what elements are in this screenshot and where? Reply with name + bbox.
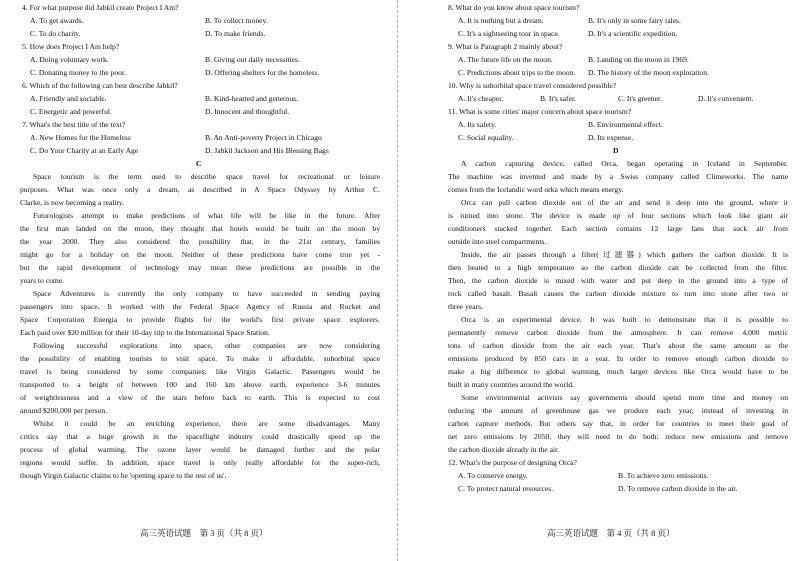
passage-line: Following successful explorations into space, other companies are now considering xyxy=(33,341,380,350)
passage-line: Clarke, is now becoming a reality. xyxy=(20,198,124,207)
passage-line: around $200,000 per person. xyxy=(20,406,108,415)
passage-line: Space tourism is the term used to describe space travel for recreational or leisure xyxy=(33,172,380,181)
passage-line: conditioners stacked together. Each section contains 12 large fans that suck air from xyxy=(448,224,788,233)
right-page xyxy=(397,0,794,561)
option: B. Kind-hearted and generous. xyxy=(205,94,298,103)
passage-line: is turned into stone. The device is made up of four sections which look like giant air xyxy=(448,211,788,220)
option: D. It's convenient. xyxy=(698,94,754,103)
passage-line: passengers into space. It worked with the Federal Space Agency of Russia and Rocket and xyxy=(20,302,380,311)
passage-line: the year 2000. They also considered the possibility that, in the 21st century, families xyxy=(20,237,380,246)
option: C. It's greener. xyxy=(618,94,662,103)
option: D. Offering shelters for the homeless. xyxy=(205,68,320,77)
option: A. To get awards. xyxy=(30,16,84,25)
passage-line: of weightlessness and a view of the stars before back to earth. This is expected to cost xyxy=(20,393,380,402)
page-footer: 高三英语试题 第 3 页（共 8 页） xyxy=(140,528,268,538)
question-6: 6. Which of the following can best describe Jabkil? xyxy=(22,81,178,90)
option: C. Predictions about trips to the moon. xyxy=(458,68,576,77)
option: B. Environmental effect. xyxy=(588,120,663,129)
passage-line: but the rapid development of technology may mean these predictions are possible in the xyxy=(20,263,380,272)
option: C. Donating money to the poor. xyxy=(30,68,126,77)
passage-line: though Virgin Galactic claims to be 'opening space to the rest of us'. xyxy=(20,471,227,480)
passage-line: Each paid over $20 million for their 10-day trip to the International Space Station. xyxy=(20,328,270,337)
passage-line: built in many countries around the world. xyxy=(448,380,574,389)
question-11: 11. What is some cities' major concern about space tourism? xyxy=(448,107,632,116)
option: A. To conserve energy. xyxy=(458,471,528,480)
passage-line: A carbon capturing device, called Orca, began operating in Iceland in September. xyxy=(461,159,788,168)
passage-line: process of global warming. The ozone layer would be damaged further and the polar xyxy=(20,445,380,454)
passage-line: regions would suffer. In addition, space travel is only really affordable for the super-rich, xyxy=(20,458,380,467)
passage-line: Some environmental activists say governments should spend more time and money on xyxy=(461,393,788,402)
passage-line: travel is being considered by some companies, like Virgin Galactic. Passengers would be xyxy=(20,367,380,376)
page-footer: 高三英语试题 第 4 页（共 8 页） xyxy=(547,528,675,538)
passage-line: comes from the Icelandic word orka which means energy. xyxy=(448,185,624,194)
option: B. An Anti-poverty Project in Chicago xyxy=(205,133,322,142)
option: C. Social equality. xyxy=(458,133,514,142)
option: C. To protect natural resources. xyxy=(458,484,554,493)
question-4: 4. For what purpose did Jabkil create Project I Am? xyxy=(22,3,179,12)
passage-line: the first man landed on the moon, they thought that hotels would be built on the moon by xyxy=(20,224,380,233)
passage-line: carbon capture methods. But others say that, in order for countries to meet their goal of xyxy=(448,419,788,428)
passage-line: permanently remove carbon dioxide from the atmosphere. It can remove 4,000 metric xyxy=(448,328,788,337)
option: D. To make friends. xyxy=(205,29,266,38)
question-10: 10. Why is suborbital space travel considered possible? xyxy=(448,81,617,90)
question-9: 9. What is Paragraph 2 mainly about? xyxy=(448,42,563,51)
option: A. It's cheaper. xyxy=(458,94,504,103)
passage-line: emissions produced by 850 cars in a year. In order to remove enough carbon dioxide to xyxy=(448,354,788,363)
option: D. Its expense. xyxy=(588,133,634,142)
passage-line: critics say that a huge growth in the spaceflight industry could drastically speed up the xyxy=(20,432,380,441)
passage-line: Futurologists attempt to make predictions of what life will be like in the future. After xyxy=(33,211,380,220)
option: D. The history of the moon exploration. xyxy=(588,68,709,77)
option: A. Its safety. xyxy=(458,120,497,129)
section-heading-c: C xyxy=(196,159,202,168)
passage-line: years to come. xyxy=(20,276,65,285)
option: B. It's only in some fairy tales. xyxy=(588,16,681,25)
passage-line: reducing the amount of greenhouse gas we produce each year, instead of investing in xyxy=(448,406,788,415)
passage-line: net zero emissions by 2050, they will need to do both: reduce new emissions and remove xyxy=(448,432,788,441)
passage-line: Whilst it could be an enriching experience, there are some disadvantages. Many xyxy=(33,419,380,428)
passage-line: tons of carbon dioxide from the air each year. That's about the same amount as the xyxy=(448,341,788,350)
passage-line: purposes. What was once only a dream, as described in A Space Odyssey by Arthur C. xyxy=(20,185,380,194)
option: C. It's a sightseeing tour in space. xyxy=(458,29,560,38)
option: D. Jabkil Jackson and His Blessing Bags xyxy=(205,146,329,155)
passage-line: Space Corporation Energia to provide flights for the world's first private space explorers. xyxy=(20,315,380,324)
passage-line: make a big difference to global warming, much larger devices like Orca would have to be xyxy=(448,367,788,376)
passage-line: transported to a height of between 100 and 160 km above earth, experience 3-6 minutes xyxy=(20,380,380,389)
passage-line: outside into steel compartments. xyxy=(448,237,547,246)
passage-line: Space Adventures is currently the only company to have succeeded in sending paying xyxy=(33,289,380,298)
option: D. Innocent and thoughtful. xyxy=(205,107,290,116)
option: B. It's safer. xyxy=(540,94,576,103)
option: A. New Homes for the Homeless xyxy=(30,133,131,142)
question-5: 5. How does Project I Am help? xyxy=(22,42,120,51)
option: D. It's a scientific expedition. xyxy=(588,29,678,38)
section-heading-d: D xyxy=(613,146,619,155)
option: C. To do charity. xyxy=(30,29,81,38)
option: A. Friendly and sociable. xyxy=(30,94,107,103)
question-7: 7. What's the best title of the text? xyxy=(22,120,126,129)
passage-line: Orca can pull carbon dioxide out of the air and send it deep into the ground, where it xyxy=(461,198,788,207)
option: D. To remove carbon dioxide in the air. xyxy=(618,484,738,493)
passage-line: the carbon dioxide already in the air. xyxy=(448,445,560,454)
option: C. Energetic and powerful. xyxy=(30,107,112,116)
passage-line: Orca is an experimental device. It was built to demonstrate that it is possible to xyxy=(461,315,788,324)
option: B. Landing on the moon in 1969. xyxy=(588,55,689,64)
option: B. Giving out daily necessities. xyxy=(205,55,300,64)
option: C. Do Your Charity at an Early Age xyxy=(30,146,139,155)
passage-line: Then, the carbon dioxide is mixed with water and put deep in the ground into a type of xyxy=(448,276,788,285)
passage-line: might go for a holiday on the moon. Neither of these predictions have come true yet - xyxy=(20,250,380,259)
option: B. To achieve zero emissions. xyxy=(618,471,709,480)
question-12: 12. What's the purpose of designing Orca? xyxy=(448,458,577,467)
option: A. It is nothing but a dream. xyxy=(458,16,544,25)
passage-line: the possibility of enabling tourists to visit space. To make it affordable, suborbital space xyxy=(20,354,380,363)
passage-line: The machine was invented and made by a Swiss company called Climeworks. The name xyxy=(448,172,788,181)
option: A. Doing voluntary work. xyxy=(30,55,109,64)
option: A. The future life on the moon. xyxy=(458,55,553,64)
passage-line: then heated to a high temperature so the carbon dioxide can be collected from the filter. xyxy=(448,263,788,272)
passage-line: rock called basalt. Basalt causes the carbon dioxide mixture to turn into stone after two or xyxy=(448,289,788,298)
question-8: 8. What do you know about space tourism? xyxy=(448,3,580,12)
passage-line: three years. xyxy=(448,302,483,311)
passage-line: Inside, the air passes through a filter(过滤器) which gathers the carbon dioxide. It is xyxy=(461,250,788,259)
option: B. To collect money. xyxy=(205,16,268,25)
